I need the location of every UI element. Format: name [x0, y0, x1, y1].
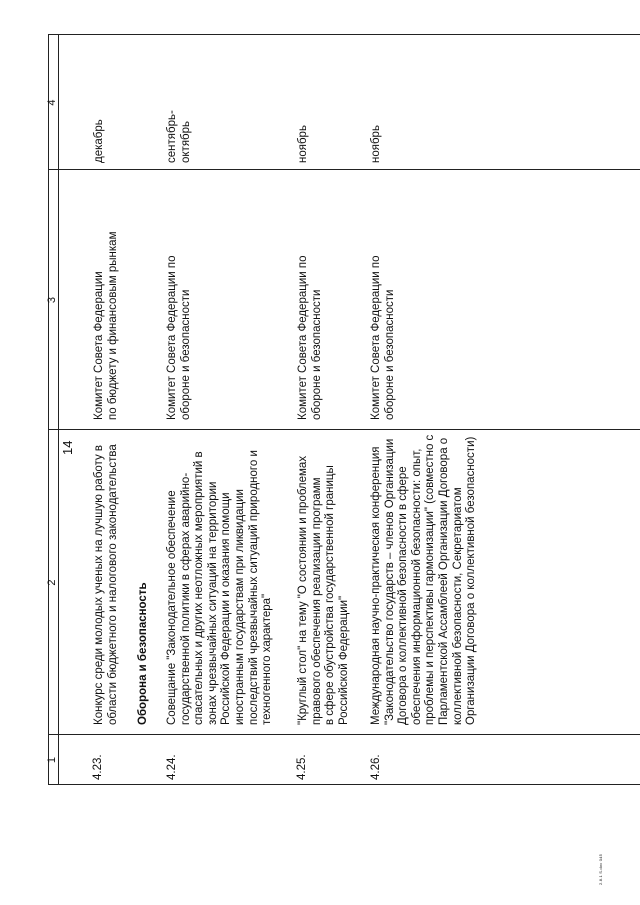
event-date: декабрь: [93, 119, 105, 163]
row-number: 4.24.: [166, 754, 178, 780]
event-description: Конкурс среди молодых ученых на лучшую работу в области бюджетного и налогового законодательства: [93, 444, 119, 725]
row-number: 4.26.: [370, 754, 382, 780]
col2-left-border: [48, 734, 640, 735]
col1-left-border: [48, 784, 640, 785]
responsible-committee: Комитет Совета Федерации по обороне и безопасности: [370, 255, 396, 420]
responsible-committee: Комитет Совета Федерации по обороне и безопасности: [166, 255, 192, 420]
event-description: Совещание "Законодательное обеспечение государственной политики в сферах аварийно- спасательных и других неотложных мероприятий в зонах чрезвычайных ситуаций на территории Российской Федерации и оказания помощи иностранным государствам при ликвидации последствий чрезвычайных ситуаций природного и техногенного характера": [166, 450, 274, 725]
responsible-committee: Комитет Совета Федерации по обороне и безопасности: [297, 255, 323, 420]
event-date: ноябрь: [370, 125, 382, 163]
page-number: 14: [60, 440, 75, 455]
event-description: "Круглый стол" на тему "О состоянии и проблемах правового обеспечения реализации программ в сфере обустройства государственной границы Российской Федерации": [297, 455, 350, 725]
event-description: Международная научно-практическая конференция "Законодательство государств – членов Организации Договора о коллективной безопасности в сфере обеспечения информационной безопасности: опыт, проблемы и перспективы гармонизации" (совместно с Парламентской Ассамблеей Организации Договора о коллективной безопасности, Секретариатом Организации Договора о коллективной безопасности): [370, 434, 478, 725]
responsible-committee: Комитет Совета Федерации по бюджету и финансовым рынкам: [93, 231, 119, 420]
row-number: 4.23.: [92, 754, 104, 780]
header-col3: 3: [46, 296, 58, 304]
col4-left-border: [48, 169, 640, 170]
event-date: сентябрь- октябрь: [166, 110, 192, 163]
footer-filename: 2.8.1 S.doc 045: [598, 853, 603, 885]
row-number: 4.25.: [296, 754, 308, 780]
header-col4: 4: [46, 99, 58, 106]
header-row-border: [58, 35, 59, 785]
section-heading: Оборона и безопасность: [137, 582, 149, 725]
header-col2: 2: [46, 579, 58, 586]
header-col1: 1: [46, 756, 58, 764]
table-right-border: [48, 34, 640, 35]
event-date: ноябрь: [297, 125, 309, 163]
